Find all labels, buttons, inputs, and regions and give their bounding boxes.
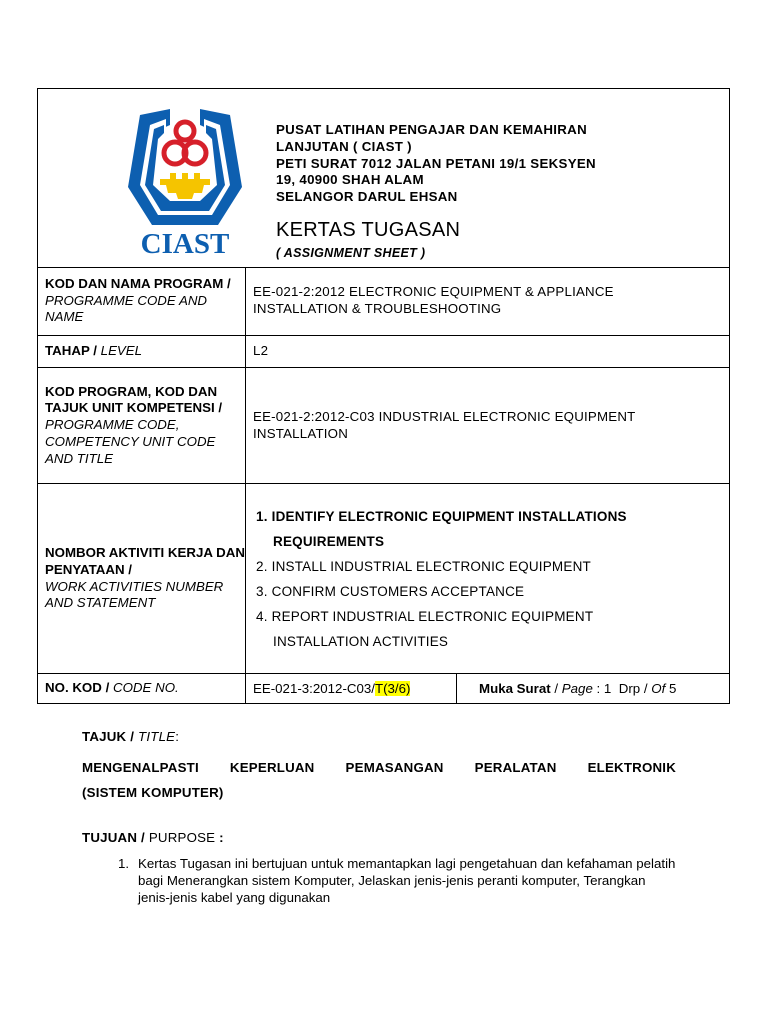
title-label: TAJUK / TITLE:: [82, 729, 180, 744]
purpose-item: 1. Kertas Tugasan ini bertujuan untuk memantapkan lagi pengetahuan dan kefahaman pelatih bagi Menerangkan sistem Komputer, Jelaskan jenis-jenis peranti komputer, Terangkan jenis-jenis kabel yang digunakan: [118, 856, 676, 905]
programme-row: [38, 267, 729, 336]
competency-unit-row: [38, 368, 729, 484]
assignment-sheet-table: [37, 88, 730, 704]
activity-list: [256, 504, 729, 654]
institute-line: LANJUTAN ( CIAST ): [276, 138, 412, 154]
competency-unit-label: KOD PROGRAM, KOD DAN TAJUK UNIT KOMPETENSI / PROGRAMME CODE, COMPETENCY UNIT CODE AND TITLE: [38, 368, 246, 483]
code-highlight: T(3/6): [374, 681, 411, 696]
institute-line: PETI SURAT 7012 JALAN PETANI 19/1 SEKSYEN: [276, 155, 596, 171]
document-subtitle: ( ASSIGNMENT SHEET ): [276, 246, 426, 260]
programme-value: EE-021-2:2012 ELECTRONIC EQUIPMENT & APPLIANCE INSTALLATION & TROUBLESHOOTING: [253, 284, 614, 316]
code-label: NO. KOD / CODE NO.: [38, 674, 246, 703]
svg-text:CIAST: CIAST: [140, 228, 230, 259]
activity-item: 1. IDENTIFY ELECTRONIC EQUIPMENT INSTALLATIONS REQUIREMENTS: [256, 508, 627, 549]
institute-line: SELANGOR DARUL EHSAN: [276, 189, 458, 205]
competency-unit-value: EE-021-2:2012-C03 INDUSTRIAL ELECTRONIC EQUIPMENT INSTALLATION: [253, 408, 636, 441]
programme-label: KOD DAN NAMA PROGRAM / PROGRAMME CODE AND NAME: [38, 267, 246, 335]
institute-line: 19, 40900 SHAH ALAM: [276, 172, 424, 188]
work-activities-row: [38, 484, 729, 674]
activity-item: 2. INSTALL INDUSTRIAL ELECTRONIC EQUIPMENT: [256, 558, 591, 574]
level-label: TAHAP / LEVEL: [38, 336, 246, 367]
work-activities-label: NOMBOR AKTIVITI KERJA DAN PENYATAAN / WORK ACTIVITIES NUMBER AND STATEMENT: [38, 484, 246, 673]
work-activities-value: [246, 484, 729, 673]
purpose-label: TUJUAN / PURPOSE :: [82, 830, 224, 845]
institute-line: PUSAT LATIHAN PENGAJAR DAN KEMAHIRAN: [276, 122, 587, 137]
document-title: KERTAS TUGASAN: [276, 219, 461, 241]
purpose-list: [118, 855, 678, 906]
code-row: [38, 674, 729, 703]
ciast-logo: [120, 107, 250, 259]
level-value: L2: [253, 343, 269, 359]
activity-item: 3. CONFIRM CUSTOMERS ACCEPTANCE: [256, 583, 525, 599]
level-row: [38, 336, 729, 368]
code-value: EE-021-3:2012-C03/ T(3/6): [246, 674, 457, 703]
institute-address: [276, 122, 716, 206]
assignment-title: MENGENALPASTI KEPERLUAN PEMASANGAN PERALATAN ELEKTRONIK (SISTEM KOMPUTER): [82, 760, 676, 800]
activity-item: 4. REPORT INDUSTRIAL ELECTRONIC EQUIPMENT INSTALLATION ACTIVITIES: [256, 608, 594, 649]
page-indicator: Muka Surat / Page : 1 Drp / Of 5: [479, 681, 677, 696]
sheet-header: [38, 89, 729, 268]
